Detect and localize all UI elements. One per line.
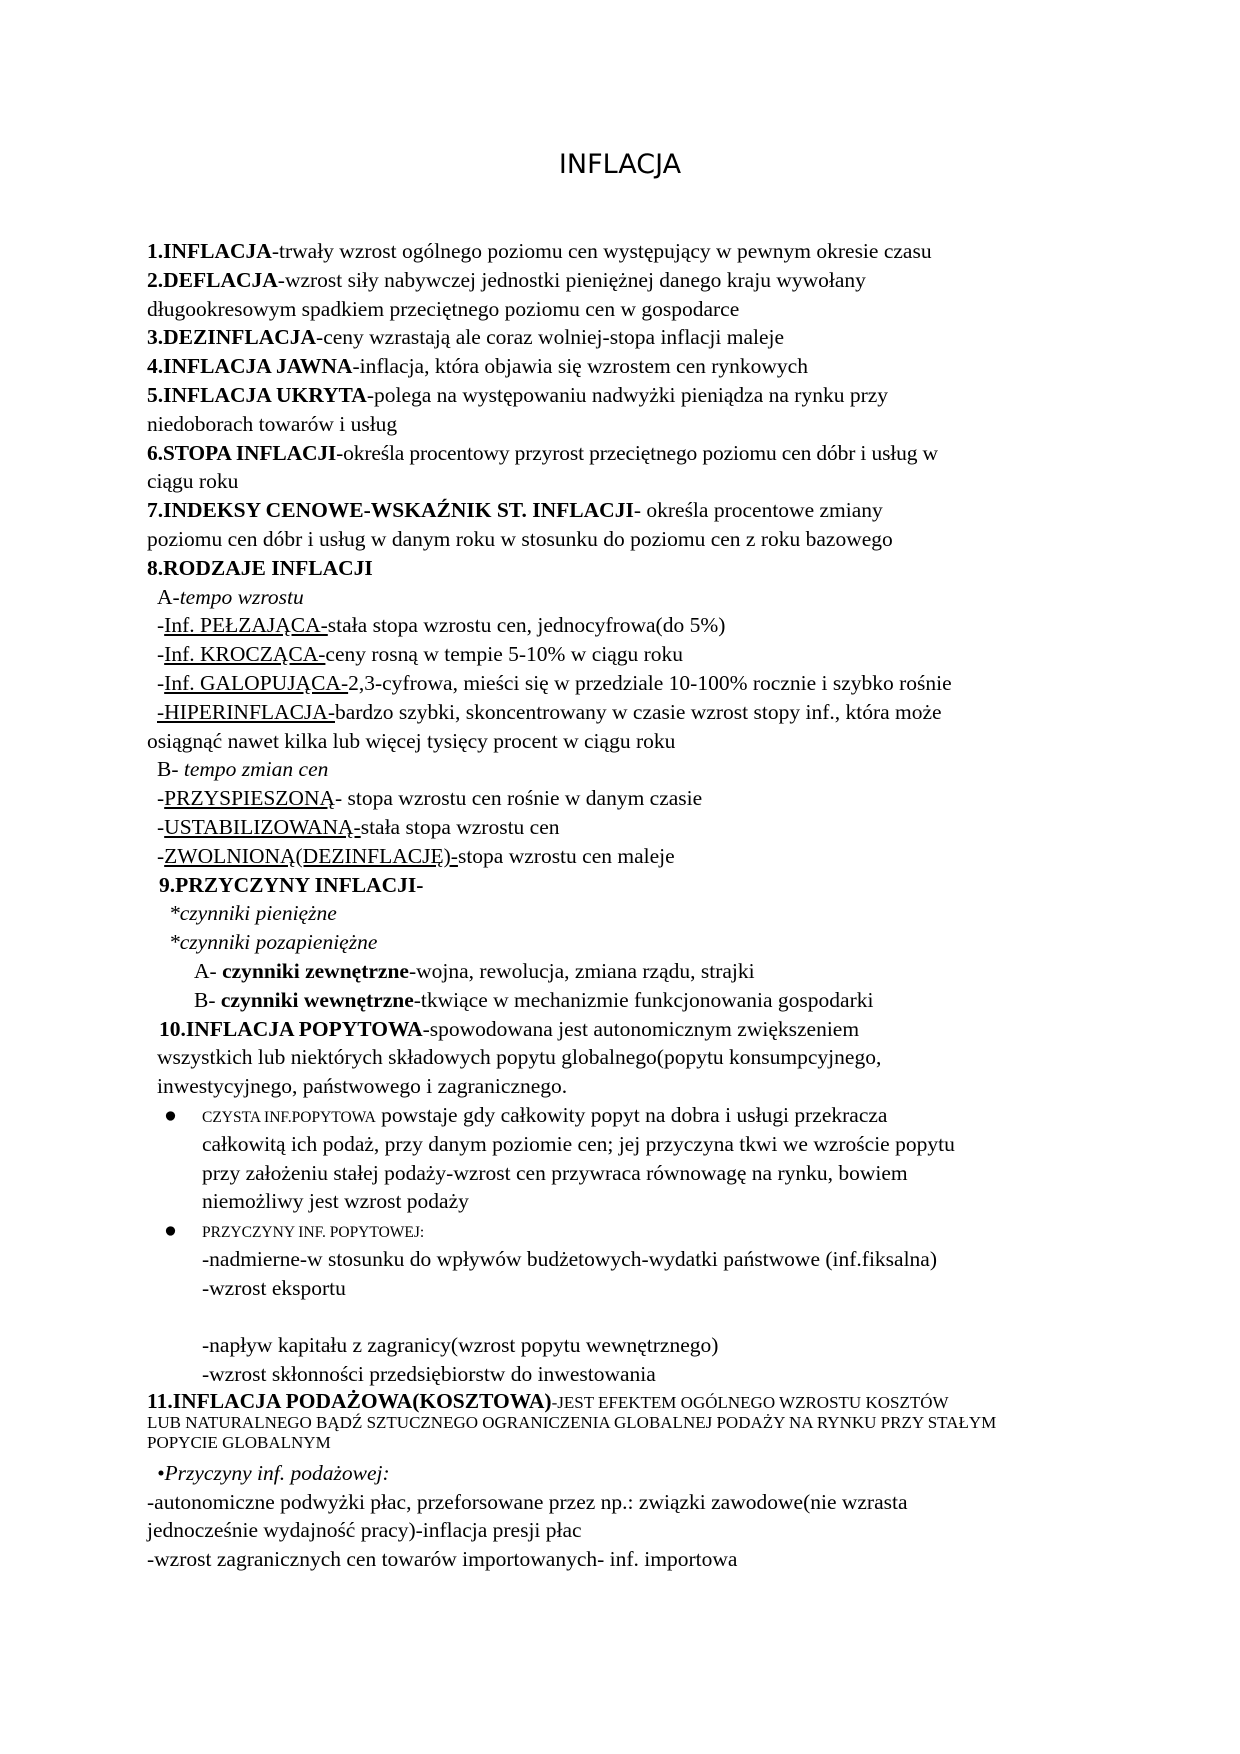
type-item — [147, 784, 1107, 813]
section-heading-text: 9.PRZYCZYNY INFLACJI- — [159, 872, 424, 897]
def-number: 5. — [147, 382, 164, 407]
def-number: 3. — [147, 325, 164, 350]
factor-term: czynniki wewnętrzne — [220, 987, 414, 1012]
def-term: INDEKSY CENOWE-WSKAŹNIK ST. INFLACJI — [163, 498, 634, 523]
factor-nonmoney — [147, 928, 1107, 957]
bullet-item-przyczyny — [147, 1216, 1107, 1245]
def-text: -spowodowana jest autonomicznym zwiększeniem — [422, 1016, 860, 1041]
type-name: Inf. GALOPUJĄCA- — [164, 670, 349, 695]
section-heading-przyczyny — [147, 871, 1107, 900]
def-text: -polega na występowaniu nadwyżki pieniądza na rynku przy — [366, 382, 889, 407]
factor-term: czynniki zewnętrzne — [222, 958, 409, 983]
definition-deflacja — [147, 266, 1107, 295]
item-dash: - — [157, 613, 165, 638]
group-a-label — [147, 583, 1107, 612]
type-text: bardzo szybki, skoncentrowany w czasie wzrost stopy inf., która może — [334, 699, 942, 724]
item-dash: - — [157, 786, 165, 811]
type-item — [147, 813, 1107, 842]
section-heading-rodzaje — [147, 554, 1107, 583]
type-text: 2,3-cyfrowa, mieści się w przedziale 10-100% rocznie i szybko rośnie — [348, 670, 952, 695]
definition-inflacja-ukryta-cont: niedoborach towarów i usług — [147, 411, 398, 436]
def-number: 6. — [147, 440, 163, 465]
bullet-caps: CZYSTA INF.POPYTOWA — [202, 1108, 376, 1126]
definition-inflacja-ukryta — [147, 381, 1107, 410]
bullet-text: powstaje gdy całkowity popyt na dobra i usługi przekracza — [375, 1102, 888, 1127]
cause-item: -wzrost eksportu — [202, 1275, 346, 1300]
factor-text: -wojna, rewolucja, zmiana rządu, strajki — [408, 958, 755, 983]
factor-text: *czynniki pieniężne — [169, 901, 337, 926]
type-item — [147, 842, 1107, 871]
type-item — [147, 669, 1107, 698]
section-heading-text: 8.RODZAJE INFLACJI — [147, 555, 373, 580]
definition-inflacja-jawna — [147, 352, 1107, 381]
type-name: -HIPERINFLACJA- — [157, 699, 335, 724]
factor-text: *czynniki pozapieniężne — [169, 930, 378, 955]
def-text: -JEST EFEKTEM OGÓLNEGO WZROSTU KOSZTÓW — [551, 1392, 949, 1412]
type-item — [147, 640, 1107, 669]
causes-label — [147, 1459, 1107, 1488]
type-name: ZWOLNIONĄ(DEZINFLACJĘ)- — [164, 843, 458, 868]
type-name: Inf. KROCZĄCA- — [164, 642, 326, 667]
factor-internal — [147, 986, 1107, 1015]
def-term: STOPA INFLACJI — [162, 440, 337, 465]
definition-stopa-inflacji-cont: ciągu roku — [147, 469, 239, 494]
factor-prefix: B- — [194, 987, 221, 1012]
group-b-label — [147, 755, 1107, 784]
type-text: stała stopa wzrostu cen, jednocyfrowa(do 5%) — [327, 613, 726, 638]
def-number: 2. — [147, 267, 164, 292]
cause-item: -autonomiczne podwyżki płac, przeforsowane przez np.: związki zawodowe(nie wzrasta — [147, 1489, 908, 1514]
definition-inflacja-podazowa-cont: LUB NATURALNEGO BĄDŹ SZTUCZNEGO OGRANICZENIA GLOBALNEJ PODAŻY NA RYNKU PRZY STAŁYM — [147, 1412, 997, 1432]
def-term: INFLACJA JAWNA — [163, 354, 353, 379]
group-prefix: B- — [157, 757, 184, 782]
item-dash: - — [157, 670, 165, 695]
def-number: 7. — [147, 498, 164, 523]
definition-dezinflacja — [147, 323, 1107, 352]
group-label: tempo wzrostu — [179, 584, 304, 609]
type-text: stała stopa wzrostu cen — [360, 814, 560, 839]
definition-stopa-inflacji — [147, 439, 1107, 468]
definition-inflacja-popytowa-cont: inwestycyjnego, państwowego i zagranicznego. — [157, 1074, 568, 1099]
definition-inflacja-popytowa — [147, 1015, 1107, 1044]
definition-inflacja-podazowa — [147, 1389, 1107, 1413]
def-number: 10. — [159, 1016, 186, 1041]
factor-external — [147, 957, 1107, 986]
type-name: Inf. PEŁZAJĄCA- — [164, 613, 328, 638]
def-text: - określa procentowe zmiany — [633, 498, 883, 523]
cause-item: -nadmierne-w stosunku do wpływów budżetowych-wydatki państwowe (inf.fiksalna) — [202, 1246, 938, 1271]
type-name: USTABILIZOWANĄ- — [164, 814, 361, 839]
item-dash: - — [157, 843, 165, 868]
type-text: stopa wzrostu cen maleje — [457, 843, 675, 868]
item-dash: - — [157, 642, 165, 667]
def-number: 4. — [147, 354, 164, 379]
item-dash: - — [157, 814, 165, 839]
group-prefix: A- — [157, 584, 180, 609]
type-name: PRZYSPIESZONĄ — [164, 786, 336, 811]
definition-indeksy-cenowe — [147, 496, 1107, 525]
definition-inflacja — [147, 237, 1107, 266]
def-text: -inflacja, która objawia się wzrostem cen rynkowych — [352, 354, 808, 379]
bullet-icon: ● — [164, 1102, 177, 1127]
type-item — [147, 611, 1107, 640]
def-number: 1. — [147, 239, 164, 263]
def-number: 11. — [147, 1388, 173, 1413]
def-term: INFLACJA PODAŻOWA(KOSZTOWA) — [172, 1388, 552, 1413]
cause-item: -napływ kapitału z zagranicy(wzrost popytu wewnętrznego) — [202, 1333, 719, 1358]
bullet-caps: PRZYCZYNY INF. POPYTOWEJ: — [202, 1224, 425, 1242]
type-item-hiperinflacja — [147, 698, 1107, 727]
factor-text: -tkwiące w mechanizmie funkcjonowania gospodarki — [413, 987, 874, 1012]
definition-indeksy-cenowe-cont: poziomu cen dóbr i usług w danym roku w stosunku do poziomu cen z roku bazowego — [147, 526, 893, 551]
def-term: DEFLACJA — [163, 267, 278, 292]
factor-prefix: A- — [194, 958, 223, 983]
def-term: INFLACJA POPYTOWA — [185, 1016, 423, 1041]
def-text: -ceny wzrastają ale coraz wolniej-stopa inflacji maleje — [316, 325, 785, 350]
bullet-icon: ● — [164, 1218, 177, 1243]
blank-line — [147, 1302, 1107, 1331]
def-term: DEZINFLACJA — [163, 325, 317, 350]
cause-item: -wzrost zagranicznych cen towarów importowanych- inf. importowa — [147, 1547, 738, 1572]
def-term: INFLACJA UKRYTA — [163, 382, 367, 407]
page-title: INFLACJA — [558, 149, 682, 180]
def-term: INFLACJA — [163, 239, 272, 263]
document-body — [147, 237, 1107, 1574]
bullet-item-cont: przy założeniu stałej podaży-wzrost cen przywraca równowagę na rynku, bowiem — [202, 1160, 908, 1185]
def-text: -trwały wzrost ogólnego poziomu cen występujący w pewnym okresie czasu — [271, 239, 932, 263]
bullet-item-czysta — [147, 1101, 1107, 1130]
type-text: - stopa wzrostu cen rośnie w danym czasie — [335, 786, 703, 811]
cause-item-cont: jednocześnie wydajność pracy)-inflacja presji płac — [147, 1518, 582, 1543]
definition-inflacja-podazowa-cont: POPYCIE GLOBALNYM — [147, 1432, 331, 1452]
type-item-hiperinflacja-cont: osiągnąć nawet kilka lub więcej tysięcy procent w ciągu roku — [147, 728, 676, 753]
group-label: tempo zmian cen — [183, 757, 329, 782]
factor-money — [147, 899, 1107, 928]
bullet-item-cont: niemożliwy jest wzrost podaży — [202, 1189, 469, 1214]
type-text: ceny rosną w tempie 5-10% w ciągu roku — [325, 642, 684, 667]
definition-deflacja-cont: długookresowym spadkiem przeciętnego poziomu cen w gospodarce — [147, 296, 740, 321]
definition-inflacja-popytowa-cont: wszystkich lub niektórych składowych popytu globalnego(popytu konsumpcyjnego, — [157, 1045, 882, 1070]
bullet-item-cont: całkowitą ich podaż, przy danym poziomie cen; jej przyczyna tkwi we wzroście popytu — [202, 1131, 955, 1156]
cause-item: -wzrost skłonności przedsiębiorstw do inwestowania — [202, 1362, 656, 1387]
def-text: -wzrost siły nabywczej jednostki pieniężnej danego kraju wywołany — [277, 267, 866, 292]
def-text: -określa procentowy przyrost przeciętnego poziomu cen dóbr i usług w — [336, 440, 938, 465]
causes-label-text: •Przyczyny inf. podażowej: — [157, 1460, 390, 1485]
